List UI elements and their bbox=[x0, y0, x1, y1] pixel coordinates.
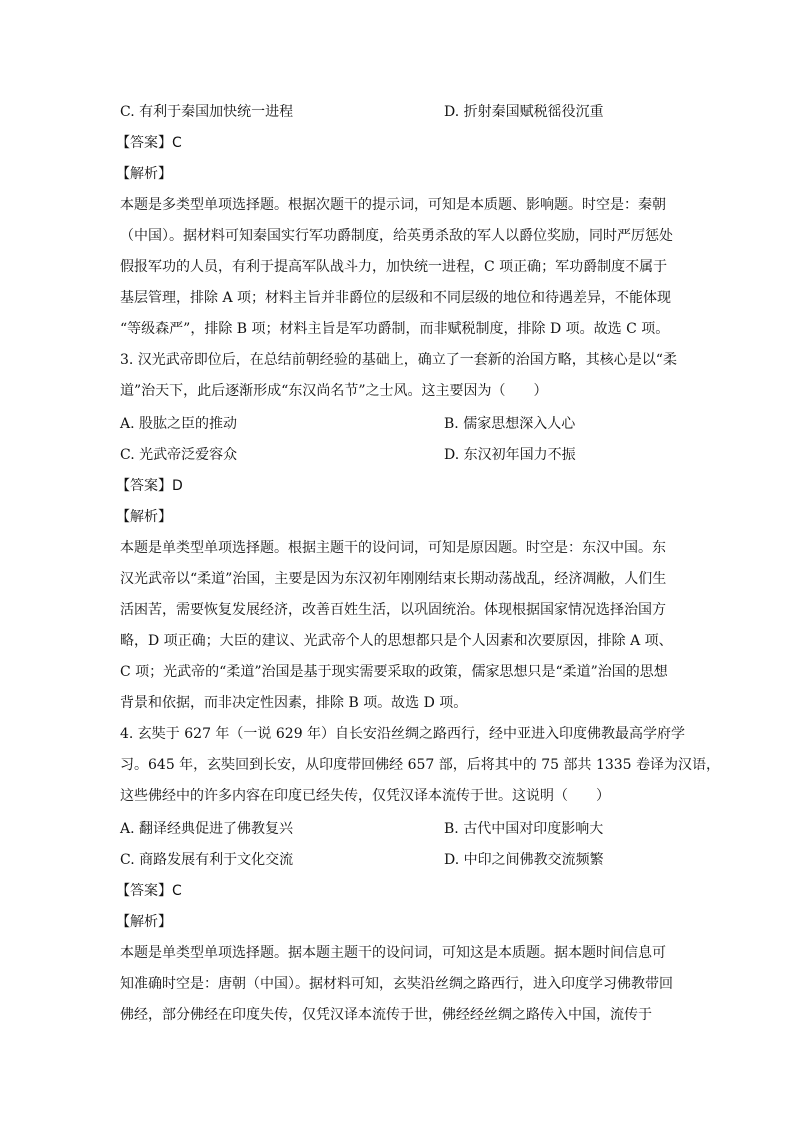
q4-analysis-line: 本题是单类型单项选择题。据本题主题干的设问词，可知这是本质题。据本题时间信息可 bbox=[120, 945, 666, 961]
q4-stem-line: 习。645 年，玄奘回到长安，从印度带回佛经 657 部，后将其中的 75 部共 1335 卷译为汉语， bbox=[120, 757, 721, 773]
q2-analysis-line: （中国）。据材料可知秦国实行军功爵制度，给英勇杀敌的军人以爵位奖励，同时严厉惩处 bbox=[120, 228, 673, 244]
q3-option-b: B. 儒家思想深入人心 bbox=[444, 416, 576, 432]
q4-option-c: C. 商路发展有利于文化交流 bbox=[120, 852, 294, 868]
q4-answer: 【答案】C bbox=[116, 883, 182, 899]
q4-stem-line: 4. 玄奘于 627 年（一说 629 年）自长安沿丝绸之路西行，经中亚进入印度佛教最高学府学 bbox=[120, 726, 686, 742]
q2-option-c: C. 有利于秦国加快统一进程 bbox=[120, 104, 294, 120]
q2-option-d: D. 折射秦国赋税徭役沉重 bbox=[444, 104, 604, 120]
q3-analysis-line: C 项；光武帝的“柔道”治国是基于现实需要采取的政策，儒家思想只是“柔道”治国的思想 bbox=[120, 664, 668, 680]
q3-answer: 【答案】D bbox=[116, 478, 183, 494]
q3-analysis-label: 【解析】 bbox=[116, 509, 172, 525]
q3-stem-line: 道”治天下，此后逐渐形成“东汉尚名节”之士风。这主要因为（ ） bbox=[120, 383, 548, 399]
q4-analysis-line: 知准确时空是：唐朝（中国）。据材料可知，玄奘沿丝绸之路西行，进入印度学习佛教带回 bbox=[120, 976, 673, 992]
q2-answer: 【答案】C bbox=[116, 135, 182, 151]
q3-analysis-line: 背景和依据，而非决定性因素，排除 B 项。故选 D 项。 bbox=[120, 695, 468, 711]
q2-analysis-line: “等级森严”，排除 B 项；材料主旨是军功爵制，而非赋税制度，排除 D 项。故选 C 项。 bbox=[120, 321, 670, 337]
q4-option-a: A. 翻译经典促进了佛教复兴 bbox=[120, 821, 294, 837]
q3-option-d: D. 东汉初年国力不振 bbox=[444, 447, 576, 463]
q3-analysis-line: 略，D 项正确；大臣的建议、光武帝个人的思想都只是个人因素和次要原因，排除 A 项、 bbox=[120, 633, 673, 649]
q3-analysis-line: 活困苦，需要恢复发展经济，改善百姓生活，以巩固统治。体现根据国家情况选择治国方 bbox=[120, 602, 666, 618]
q3-stem-line: 3. 汉光武帝即位后，在总结前朝经验的基础上，确立了一套新的治国方略，其核心是以“柔 bbox=[120, 352, 677, 368]
q2-analysis-line: 基层管理，排除 A 项；材料主旨并非爵位的层级和不同层级的地位和待遇差异，不能体现 bbox=[120, 290, 672, 306]
q3-analysis-line: 本题是单类型单项选择题。根据主题干的设问词，可知是原因题。时空是：东汉中国。东 bbox=[120, 540, 666, 556]
q3-option-c: C. 光武帝泛爱容众 bbox=[120, 447, 238, 463]
q2-analysis-line: 假报军功的人员，有利于提高军队战斗力，加快统一进程，C 项正确；军功爵制度不属于 bbox=[120, 259, 668, 275]
q4-analysis-line: 佛经，部分佛经在印度失传，仅凭汉译本流传于世，佛经经丝绸之路传入中国，流传于 bbox=[120, 1007, 652, 1023]
q4-option-d: D. 中印之间佛教交流频繁 bbox=[444, 852, 604, 868]
q2-analysis-label: 【解析】 bbox=[116, 166, 172, 182]
q4-analysis-label: 【解析】 bbox=[116, 914, 172, 930]
q4-option-b: B. 古代中国对印度影响大 bbox=[444, 821, 604, 837]
q3-option-a: A. 股肱之臣的推动 bbox=[120, 416, 238, 432]
q2-analysis-line: 本题是多类型单项选择题。根据次题干的提示词，可知是本质题、影响题。时空是：秦朝 bbox=[120, 197, 666, 213]
q4-stem-line: 这些佛经中的许多内容在印度已经失传，仅凭汉译本流传于世。这说明（ ） bbox=[120, 788, 610, 804]
q3-analysis-line: 汉光武帝以“柔道”治国，主要是因为东汉初年刚刚结束长期动荡战乱，经济凋敝，人们生 bbox=[120, 571, 667, 587]
